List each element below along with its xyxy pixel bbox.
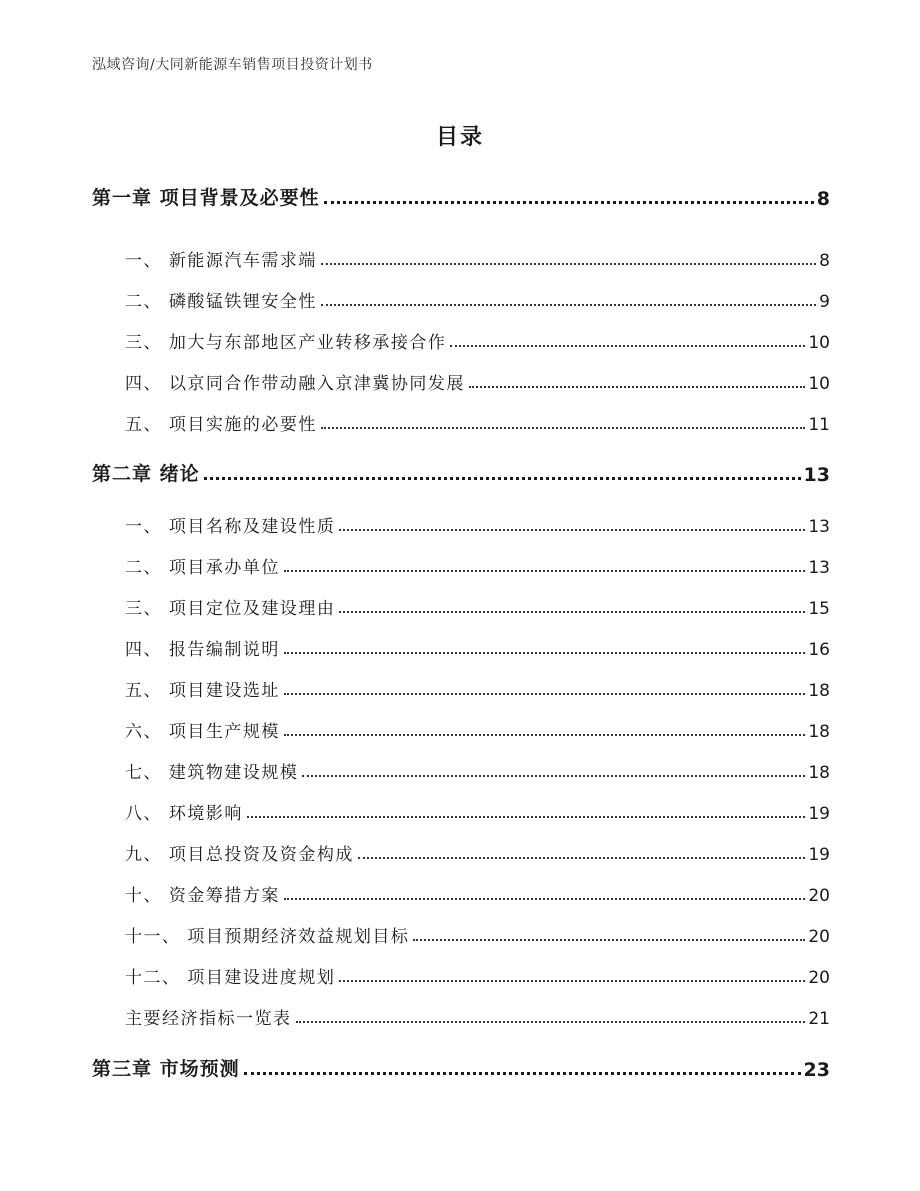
toc-page-number: 21 (808, 1009, 830, 1029)
dot-leader (204, 477, 801, 480)
toc-page-number: 13 (808, 517, 830, 537)
toc-section[interactable] (125, 369, 830, 394)
dot-leader (284, 652, 805, 654)
dot-leader (339, 611, 805, 613)
dot-leader (321, 263, 816, 265)
toc-label: 五、 项目建设选址 (125, 681, 280, 701)
toc-label: 一、 项目名称及建设性质 (125, 517, 336, 537)
dot-leader (302, 775, 805, 777)
toc-page-number: 20 (808, 968, 830, 988)
dot-leader (358, 857, 805, 859)
toc-page-number: 16 (808, 640, 830, 660)
dot-leader (339, 980, 805, 982)
toc-label: 三、 加大与东部地区产业转移承接合作 (125, 333, 447, 353)
toc-section[interactable] (125, 410, 830, 435)
toc-label: 主要经济指标一览表 (125, 1009, 292, 1029)
toc-page-number: 23 (803, 1059, 830, 1081)
toc-page-number: 10 (808, 333, 830, 353)
toc-page-number: 10 (808, 374, 830, 394)
toc-page-number: 11 (808, 415, 830, 435)
toc-section[interactable] (125, 840, 830, 865)
toc-page-number: 18 (808, 681, 830, 701)
toc-section[interactable] (125, 594, 830, 619)
toc-label: 七、 建筑物建设规模 (125, 763, 299, 783)
toc-page-number: 19 (808, 804, 830, 824)
toc-label: 四、 报告编制说明 (125, 640, 280, 660)
dot-leader (413, 939, 805, 941)
toc-label: 十一、 项目预期经济效益规划目标 (125, 927, 410, 947)
toc-section[interactable] (125, 758, 830, 783)
dot-leader (284, 734, 805, 736)
toc-page-number: 20 (808, 927, 830, 947)
toc-section[interactable] (125, 922, 830, 947)
toc-page-number: 8 (816, 188, 830, 210)
toc-section[interactable] (125, 1004, 830, 1029)
toc-label: 四、 以京同合作带动融入京津冀协同发展 (125, 374, 465, 394)
dot-leader (469, 386, 805, 388)
toc-section[interactable] (125, 246, 830, 271)
dot-leader (321, 304, 816, 306)
toc-page-number: 15 (808, 599, 830, 619)
toc-page-number: 8 (819, 251, 830, 271)
toc-page-number: 13 (803, 464, 830, 486)
toc-label: 三、 项目定位及建设理由 (125, 599, 336, 619)
dot-leader (321, 427, 805, 429)
toc-label: 五、 项目实施的必要性 (125, 415, 317, 435)
dot-leader (244, 1072, 801, 1075)
toc-label: 六、 项目生产规模 (125, 722, 280, 742)
toc-chapter-3[interactable] (92, 1054, 830, 1081)
toc-label: 二、 项目承办单位 (125, 558, 280, 578)
toc-page-number: 18 (808, 763, 830, 783)
dot-leader (284, 693, 805, 695)
toc-section[interactable] (125, 553, 830, 578)
toc-label: 九、 项目总投资及资金构成 (125, 845, 354, 865)
toc-page-number: 9 (819, 292, 830, 312)
toc-section[interactable] (125, 881, 830, 906)
toc-page-number: 20 (808, 886, 830, 906)
toc-section[interactable] (125, 512, 830, 537)
toc-page-number: 13 (808, 558, 830, 578)
toc-label: 一、 新能源汽车需求端 (125, 251, 317, 271)
running-header: 泓域咨询/大同新能源车销售项目投资计划书 (92, 57, 373, 73)
toc-label: 二、 磷酸锰铁锂安全性 (125, 292, 317, 312)
dot-leader (284, 570, 805, 572)
toc-section[interactable] (125, 635, 830, 660)
toc-label: 第二章 绪论 (92, 463, 200, 485)
page-title: 目录 (435, 125, 484, 150)
toc-label: 八、 环境影响 (125, 804, 243, 824)
toc-label: 十二、 项目建设进度规划 (125, 968, 336, 988)
dot-leader (339, 529, 805, 531)
toc-chapter-1[interactable] (92, 183, 830, 210)
toc-section[interactable] (125, 717, 830, 742)
toc-chapter-2[interactable] (92, 459, 830, 486)
toc-section[interactable] (125, 287, 830, 312)
toc-section[interactable] (125, 328, 830, 353)
toc-page-number: 19 (808, 845, 830, 865)
dot-leader (324, 201, 814, 204)
toc-section[interactable] (125, 963, 830, 988)
dot-leader (296, 1021, 806, 1023)
toc-label: 第一章 项目背景及必要性 (92, 187, 320, 209)
dot-leader (284, 898, 805, 900)
toc-label: 十、 资金筹措方案 (125, 886, 280, 906)
toc-label: 第三章 市场预测 (92, 1058, 240, 1080)
dot-leader (450, 345, 805, 347)
dot-leader (247, 816, 805, 818)
toc-section[interactable] (125, 799, 830, 824)
toc-page-number: 18 (808, 722, 830, 742)
toc-section[interactable] (125, 676, 830, 701)
